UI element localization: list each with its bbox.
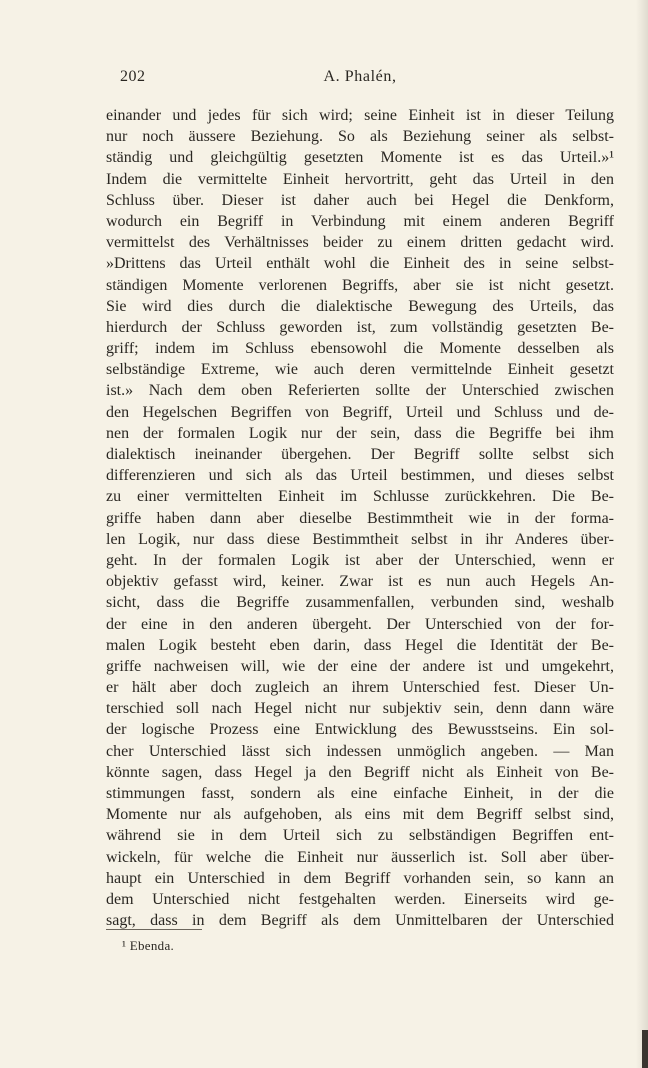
text-line: ständigen Momente verlorenen Begriffs, aber sie ist nicht gesetzt. xyxy=(106,276,614,294)
text-line: dialektisch ineinander übergehen. Der Begriff sollte selbst sich xyxy=(106,446,614,463)
text-line: geht. In der formalen Logik ist aber der Unterschied, wenn er xyxy=(106,551,614,569)
footnote-marker: ¹ xyxy=(122,938,127,953)
footnote xyxy=(122,938,174,954)
text-line: griffe haben dann aber dieselbe Bestimmtheit wie in der forma- xyxy=(106,509,614,527)
running-title: A. Phalén, xyxy=(323,68,397,85)
text-line: cher Unterschied lässt sich indessen unmöglich angeben. — Man xyxy=(106,742,614,760)
text-line: len Logik, nur dass diese Bestimmtheit selbst in ihr Anderes über- xyxy=(106,530,614,548)
footnote-rule xyxy=(106,929,202,930)
body-text xyxy=(106,105,614,931)
footnote-text: Ebenda. xyxy=(129,938,175,953)
text-line: vermittelst des Verhältnisses beider zu einem dritten gedacht wird. xyxy=(106,234,614,252)
text-line: hierdurch der Schluss geworden ist, zum vollständig gesetzten Be- xyxy=(106,318,614,336)
text-line: ist.» Nach dem oben Referierten sollte der Unterschied zwischen xyxy=(106,382,614,400)
text-line: stimmungen fasst, sondern als eine einfache Einheit, in der die xyxy=(106,785,614,802)
text-line: »Drittens das Urteil enthält wohl die Einheit des in seine selbst- xyxy=(106,255,614,273)
text-line: sicht, dass die Begriffe zusammenfallen, verbunden sind, weshalb xyxy=(106,594,614,612)
text-line: haupt ein Unterschied in dem Begriff vorhanden sein, so kann an xyxy=(106,869,614,887)
text-line: sagt, dass in dem Begriff als dem Unmittelbaren der Unterschied xyxy=(106,912,614,930)
text-line: ständig und gleichgültig gesetzten Momente ist es das Urteil.»¹ xyxy=(106,149,614,167)
text-line: während sie in dem Urteil sich zu selbständigen Begriffen ent- xyxy=(106,827,614,845)
text-line: Sie wird dies durch die dialektische Bewegung des Urteils, das xyxy=(106,297,614,315)
text-line: selbständige Extreme, wie auch deren vermittelnde Einheit gesetzt xyxy=(106,361,614,379)
running-head xyxy=(106,68,614,90)
text-line: differenzieren und sich als das Urteil bestimmen, und dieses selbst xyxy=(106,467,614,485)
text-line: wodurch ein Begriff in Verbindung mit einem anderen Begriff xyxy=(106,212,614,230)
text-line: wickeln, für welche die Einheit nur äusserlich ist. Soll aber über- xyxy=(106,848,614,866)
text-line: griff; indem im Schluss ebensowohl die Momente desselben als xyxy=(106,340,614,358)
text-line: Schluss über. Dieser ist daher auch bei Hegel die Denkform, xyxy=(106,191,614,209)
text-line: terschied soll nach Hegel nicht nur subjektiv sein, denn dann wäre xyxy=(106,700,614,718)
text-line: einander und jedes für sich wird; seine Einheit ist in dieser Teilung xyxy=(106,107,614,124)
text-line: malen Logik besteht eben darin, dass Hegel die Identität der Be- xyxy=(106,636,614,654)
text-line: nen der formalen Logik nur der sein, dass die Begriffe bei ihm xyxy=(106,424,614,442)
page-edge-mark xyxy=(642,1030,648,1068)
text-line: Indem die vermittelte Einheit hervortritt, geht das Urteil in den xyxy=(106,170,614,188)
text-line: nur noch äussere Beziehung. So als Beziehung seiner als selbst- xyxy=(106,128,614,146)
page-number: 202 xyxy=(120,68,146,85)
text-line: Momente nur als aufgehoben, als eins mit dem Begriff selbst sind, xyxy=(106,806,614,824)
text-line: griffe nachweisen will, wie der eine der andere ist und umgekehrt, xyxy=(106,657,614,675)
page-edge-shadow xyxy=(636,0,648,1068)
text-line: er hält aber doch zugleich an ihrem Unterschied fest. Dieser Un- xyxy=(106,679,614,697)
text-line: dem Unterschied nicht festgehalten werden. Einerseits wird ge- xyxy=(106,890,614,908)
text-line: objektiv gefasst wird, keiner. Zwar ist es nun auch Hegels An- xyxy=(106,573,614,591)
text-line: zu einer vermittelten Einheit im Schlusse zurückkehren. Die Be- xyxy=(106,488,614,506)
text-line: der eine in den anderen übergeht. Der Unterschied von der for- xyxy=(106,615,614,633)
text-line: könnte sagen, dass Hegel ja den Begriff nicht als Einheit von Be- xyxy=(106,763,614,781)
text-line: der logische Prozess eine Entwicklung des Bewusstseins. Ein sol- xyxy=(106,721,614,739)
text-line: den Hegelschen Begriffen von Begriff, Urteil und Schluss und de- xyxy=(106,403,614,421)
